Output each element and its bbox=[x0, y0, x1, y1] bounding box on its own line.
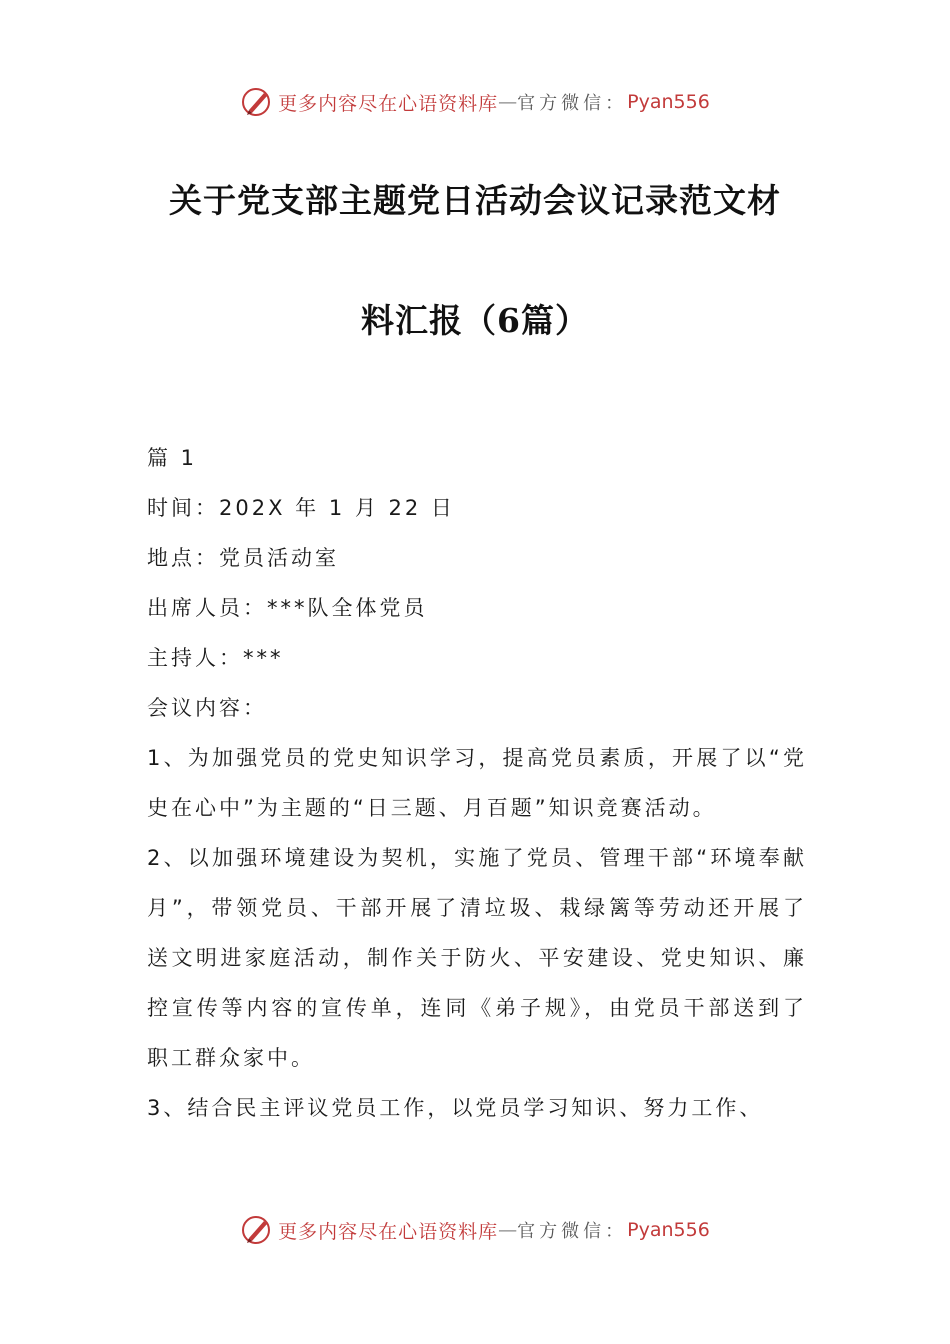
content-item-3: 3、结合民主评议党员工作，以党员学习知识、努力工作、 bbox=[147, 1096, 764, 1120]
watermark-wechat-label: 官方微信： bbox=[517, 1221, 628, 1242]
watermark-separator: — bbox=[498, 1219, 518, 1241]
watermark-text: 更多内容尽在心语资料库 bbox=[278, 1220, 499, 1243]
section-heading: 篇 1 bbox=[147, 446, 198, 470]
meeting-time: 时间：202X 年 1 月 22 日 bbox=[147, 496, 455, 520]
document-title-line-1: 关于党支部主题党日活动会议记录范文材 bbox=[169, 181, 781, 220]
content-item-1: 1、为加强党员的党史知识学习，提高党员素质，开展了以“党史在心中”为主题的“日三题、月百题”知识竞赛活动。 bbox=[147, 746, 807, 820]
meeting-location: 地点：党员活动室 bbox=[147, 546, 339, 570]
watermark-separator: — bbox=[498, 91, 518, 113]
meeting-attendees: 出席人员：***队全体党员 bbox=[147, 596, 428, 620]
watermark-banner-top bbox=[0, 82, 950, 122]
document-body bbox=[147, 433, 807, 1133]
meeting-content-label: 会议内容： bbox=[147, 696, 267, 720]
meeting-host: 主持人：*** bbox=[147, 646, 284, 670]
watermark-wechat-id: Pyan556 bbox=[627, 1219, 710, 1241]
content-item-2: 2、以加强环境建设为契机，实施了党员、管理干部“环境奉献月”，带领党员、干部开展了清垃圾、栽绿篱等劳动还开展了送文明进家庭活动，制作关于防火、平安建设、党史知识、廉控宣传等内容的宣传单，连同《弟子规》，由党员干部送到了职工群众家中。 bbox=[147, 846, 807, 1070]
watermark-wechat-label: 官方微信： bbox=[517, 93, 628, 114]
document-title-line-2: 料汇报（6篇） bbox=[361, 301, 589, 340]
watermark-wechat-id: Pyan556 bbox=[627, 91, 710, 113]
pen-logo-icon bbox=[240, 1213, 274, 1247]
pen-logo-icon bbox=[240, 85, 274, 119]
watermark-banner-bottom bbox=[0, 1210, 950, 1250]
watermark-text: 更多内容尽在心语资料库 bbox=[278, 92, 499, 115]
